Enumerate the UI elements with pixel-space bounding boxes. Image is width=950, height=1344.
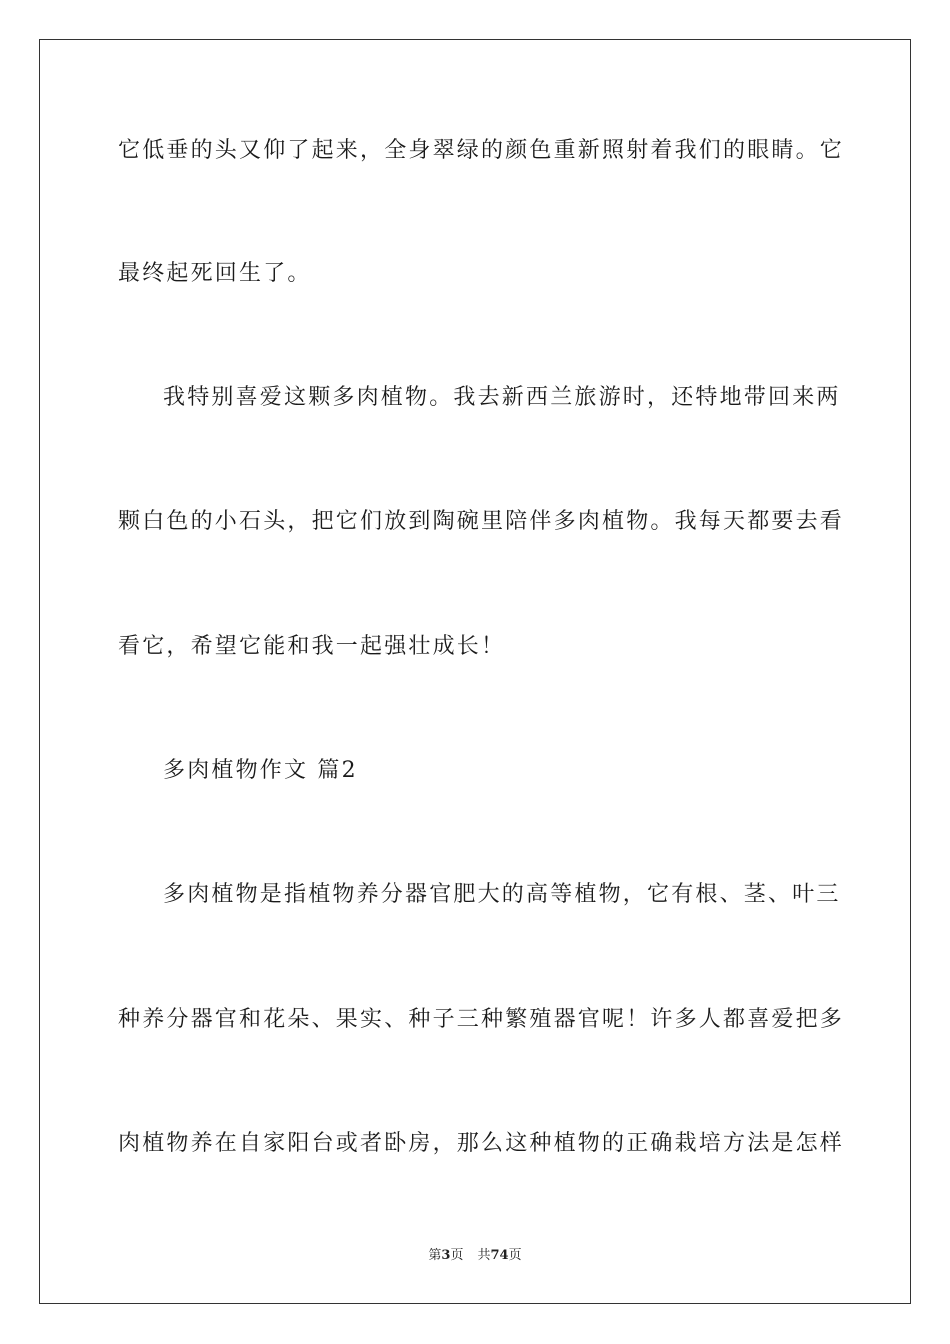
paragraph-line: 肉植物养在自家阳台或者卧房，那么这种植物的正确栽培方法是怎样 xyxy=(118,1131,845,1156)
page-border xyxy=(39,39,911,1304)
paragraph-line: 我特别喜爱这颗多肉植物。我去新西兰旅游时，还特地带回来两 xyxy=(163,385,841,410)
page-footer xyxy=(0,1246,950,1266)
paragraph-line: 颗白色的小石头，把它们放到陶碗里陪伴多肉植物。我每天都要去看 xyxy=(118,509,845,534)
paragraph-line: 看它，希望它能和我一起强壮成长！ xyxy=(118,634,506,659)
paragraph-line: 最终起死回生了。 xyxy=(118,261,312,286)
footer-total-prefix: 共 xyxy=(477,1248,491,1263)
paragraph-line: 种养分器官和花朵、果实、种子三种繁殖器官呢！许多人都喜爱把多 xyxy=(118,1007,845,1032)
section-heading: 多肉植物作文 篇2 xyxy=(163,758,358,783)
footer-page-prefix: 第 xyxy=(428,1248,442,1263)
footer-total-suffix: 页 xyxy=(508,1248,522,1263)
paragraph-line: 多肉植物是指植物养分器官肥大的高等植物，它有根、茎、叶三 xyxy=(163,882,841,907)
footer-total-pages: 74 xyxy=(490,1248,509,1263)
footer-page-suffix: 页 xyxy=(450,1248,464,1263)
footer-page-number: 3 xyxy=(441,1248,451,1263)
paragraph-line: 它低垂的头又仰了起来，全身翠绿的颜色重新照射着我们的眼睛。它 xyxy=(118,138,845,163)
